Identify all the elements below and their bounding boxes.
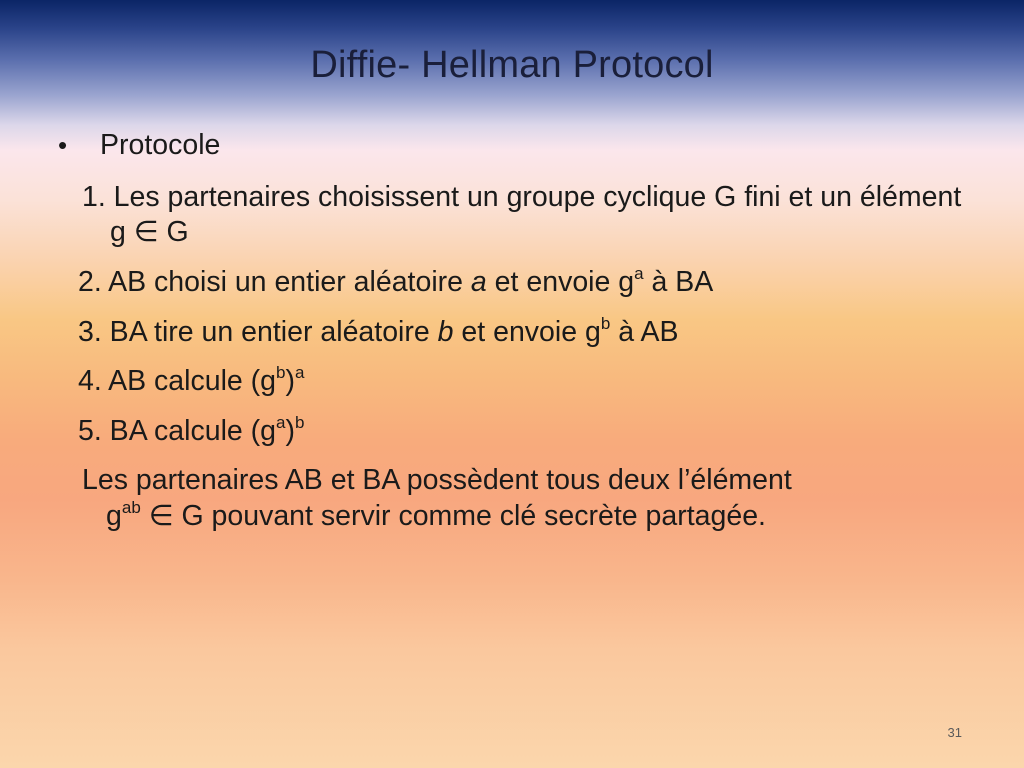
- step-5-paren: ): [285, 414, 295, 447]
- step-3-text-a: 3. BA tire un entier aléatoire: [78, 315, 438, 348]
- conclusion-exponent: ab: [121, 498, 141, 517]
- conclusion-g: g: [106, 500, 122, 532]
- step-5: [58, 414, 978, 450]
- step-3-var-b: b: [437, 315, 454, 348]
- step-2-exponent: a: [634, 263, 644, 283]
- step-4-text-a: 4. AB calcule (g: [78, 365, 277, 398]
- step-1-text: 1. Les partenaires choisissent un groupe cyclique G fini et un élément g ∈ G: [82, 180, 962, 249]
- step-4: [58, 364, 978, 400]
- step-2-text-b: et envoie g: [486, 265, 635, 298]
- bullet-protocole: [58, 128, 978, 164]
- step-3-text-c: à AB: [610, 315, 679, 348]
- bullet-icon: •: [58, 130, 68, 160]
- conclusion-line-1: Les partenaires AB et BA possèdent tous deux l’élément: [82, 464, 792, 497]
- step-1: [58, 180, 978, 251]
- conclusion-line-2: ∈ G pouvant servir comme clé secrète partagée.: [140, 500, 766, 532]
- step-5-exponent-inner: a: [276, 412, 286, 432]
- step-4-exponent-outer: a: [295, 363, 305, 383]
- step-2-text-c: à BA: [643, 265, 714, 298]
- step-2-var-a: a: [470, 265, 487, 298]
- step-3: [58, 315, 978, 351]
- step-4-exponent-inner: b: [276, 363, 286, 383]
- slide-content: [58, 128, 978, 549]
- bullet-heading: Protocole: [100, 129, 221, 161]
- step-3-text-b: et envoie g: [453, 315, 601, 348]
- conclusion: [58, 463, 978, 534]
- slide-title: Diffie- Hellman Protocol: [310, 44, 714, 86]
- step-2: [58, 265, 978, 301]
- step-5-text-a: 5. BA calcule (g: [78, 414, 277, 447]
- step-3-exponent: b: [600, 313, 611, 333]
- step-5-exponent-outer: b: [295, 412, 305, 432]
- slide-number: 31: [947, 725, 962, 740]
- step-4-paren: ): [285, 365, 295, 398]
- step-2-text-a: 2. AB choisi un entier aléatoire: [78, 265, 471, 298]
